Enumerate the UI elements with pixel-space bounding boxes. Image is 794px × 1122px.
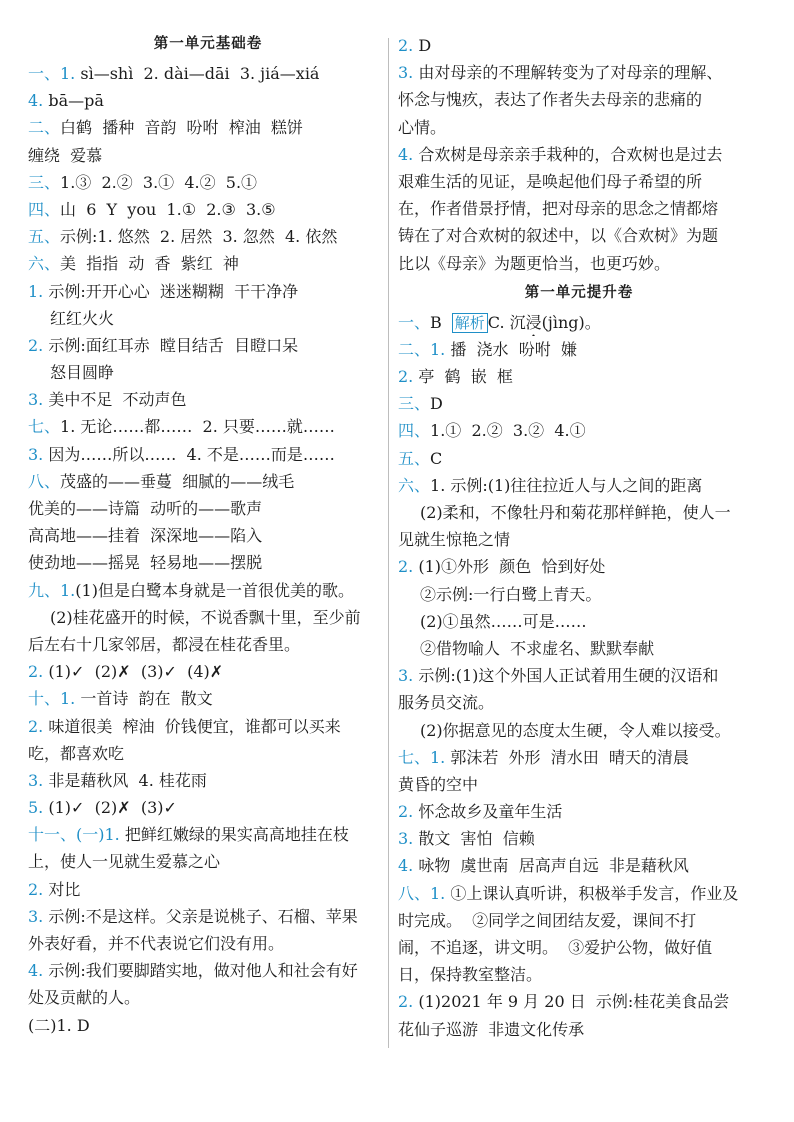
left-column: [28, 32, 388, 1039]
answer-line: [28, 957, 388, 984]
answer-number: 3.: [28, 444, 44, 464]
answer-line: [398, 880, 760, 907]
answer-line: [28, 87, 388, 114]
answer-number: 一、1.: [28, 64, 76, 83]
answer-line: [398, 222, 760, 249]
answer-line: [398, 662, 760, 689]
answer-text: (2)①虽然……可是……: [420, 611, 587, 631]
answer-number: 六、: [398, 475, 431, 495]
answer-line: [28, 169, 388, 196]
answer-text: 播 浇水 吩咐 嫌: [445, 339, 577, 359]
answer-text: 怀念故乡及童年生活: [413, 802, 563, 822]
answer-line: [398, 32, 760, 59]
answer-text: 因为……所以…… 4. 不是……而是……: [43, 444, 335, 464]
answer-number: 十一、(一)1.: [28, 825, 120, 845]
answer-text: 怒目圆睁: [50, 363, 115, 383]
answer-text: D: [413, 36, 432, 55]
answer-text: (二)1. D: [28, 1015, 90, 1035]
answer-line: [398, 988, 760, 1015]
answer-line: [398, 961, 760, 988]
answer-number: 3.: [398, 666, 414, 686]
answer-text: 示例:开开心心 迷迷糊糊 干干净净: [43, 281, 299, 301]
answer-text: (1)✓ (2)✗ (3)✓ (4)✗: [43, 662, 224, 682]
answer-text: 咏物 虞世南 居高声自远 非是藉秋风: [413, 856, 689, 876]
answer-text: C: [430, 448, 443, 468]
answer-line: [398, 907, 760, 934]
answer-line: [398, 526, 760, 553]
answer-line: [28, 114, 388, 141]
answer-text: 服务员交流。: [398, 693, 495, 713]
answer-text: 一首诗 韵在 散文: [75, 689, 213, 709]
answer-line: [28, 848, 388, 875]
answer-text: 日，保持教室整洁。: [398, 965, 543, 985]
answer-line: [398, 825, 760, 852]
answer-text: 心情。: [398, 117, 447, 137]
answer-line: [28, 441, 388, 468]
answer-text: 使劲地——摇晃 轻易地——摆脱: [28, 553, 263, 573]
answer-number: 九、1.: [28, 580, 76, 600]
answer-line: [28, 468, 388, 495]
answer-text: 1.③ 2.② 3.① 4.② 5.①: [60, 172, 258, 192]
answer-number: 2.: [28, 879, 44, 899]
answer-line: [28, 359, 388, 386]
answer-number: 2.: [28, 335, 44, 355]
answer-text: 见就生惊艳之情: [398, 530, 511, 550]
answer-text: D: [430, 394, 443, 414]
answer-text: 示例:(1)这个外国人正试着用生硬的汉语和: [413, 666, 719, 686]
answer-line: [28, 196, 388, 223]
answer-text: 缠绕 爱慕: [28, 145, 103, 165]
answer-number: 四、: [398, 421, 431, 441]
answer-line: [398, 771, 760, 798]
answer-number: 四、: [28, 199, 61, 219]
answer-line: [28, 740, 388, 767]
answer-text: B: [430, 312, 442, 332]
answer-text: 美中不足 不动声色: [43, 390, 187, 410]
answer-number: 3.: [28, 906, 44, 926]
answer-line: [398, 635, 760, 662]
answer-line: [28, 876, 388, 903]
answer-number: 七、: [28, 417, 61, 437]
answer-line: [28, 821, 388, 848]
answer-text: 示例:面红耳赤 瞠目结舌 目瞪口呆: [43, 335, 299, 355]
answer-line: [28, 522, 388, 549]
answer-line: [398, 250, 760, 277]
answer-line: [28, 984, 388, 1011]
answer-number: 八、1.: [398, 883, 446, 903]
answer-number: 3.: [398, 63, 414, 83]
answer-line: [398, 363, 760, 390]
answer-text: 示例:不是这样。父亲是说桃子、石榴、苹果: [43, 906, 358, 926]
answer-text: 山 6 Y you 1.① 2.③ 3.⑤: [60, 199, 276, 219]
answer-text: (2)你据意见的态度太生硬，令人难以接受。: [420, 720, 731, 740]
answer-text: 白鹤 播种 音韵 吩咐 榨油 糕饼: [60, 118, 303, 138]
answer-number: 二、1.: [398, 339, 446, 359]
answer-line: [398, 86, 760, 113]
answer-text: (2)柔和，不像牡丹和菊花那样鲜艳，使人一: [420, 503, 731, 522]
answer-number: 1.: [28, 281, 44, 301]
answer-text: 后左右十几家邻居，都浸在桂花香里。: [28, 634, 301, 654]
answer-line: [28, 142, 388, 169]
answer-number: 2.: [398, 367, 414, 387]
right-answer-lines-top: [398, 32, 760, 277]
answer-number: 十、1.: [28, 689, 76, 709]
answer-number: 八、: [28, 471, 61, 491]
answer-text: 1. 示例:(1)往往拉近人与人之间的距离: [430, 475, 703, 495]
answer-number: 五、: [28, 227, 61, 247]
answer-text: (1)✓ (2)✗ (3)✓: [43, 798, 177, 818]
answer-line: [398, 141, 760, 168]
answer-text: 把鲜红嫩绿的果实高高地挂在枝: [119, 825, 349, 845]
answer-number: 3.: [398, 829, 414, 849]
answer-text: 亭 鹤 嵌 框: [413, 367, 513, 387]
answer-line: [28, 930, 388, 957]
answer-line: [398, 934, 760, 961]
answer-text: ①上课认真听讲，积极举手发言，作业及: [445, 883, 739, 903]
answer-number: 三、: [398, 394, 431, 414]
answer-text: bā—pā: [43, 91, 104, 111]
answer-text: (1)①外形 颜色 恰到好处: [413, 557, 606, 577]
answer-line: [28, 495, 388, 522]
answer-line: [398, 852, 760, 879]
answer-text: 时完成。 ②同学之间团结友爱，课间不打: [398, 910, 697, 930]
analysis-text-end: (jìng)。: [541, 312, 601, 332]
answer-line: [28, 577, 388, 604]
answer-line: [398, 472, 760, 499]
right-answer-lines-bottom: [398, 336, 760, 1043]
answer-line: [398, 336, 760, 363]
answer-line: [28, 604, 388, 631]
answer-text: ②借物喻人 不求虚名、默默奉献: [420, 638, 655, 658]
answer-number: 5.: [28, 798, 44, 818]
answer-number: 2.: [398, 802, 414, 822]
answer-line: [398, 798, 760, 825]
right-column: [398, 32, 760, 1043]
section-title-advanced: 第一单元提升卷: [524, 283, 634, 301]
answer-text: 美 指指 动 香 紫红 神: [60, 254, 239, 274]
answer-line: [28, 305, 388, 332]
emphasis-char: 浸: [525, 312, 542, 332]
left-answer-lines: [28, 60, 388, 1039]
answer-line: [398, 390, 760, 417]
answer-number: 4.: [28, 961, 44, 981]
answer-text: 比以《母亲》为题更恰当，也更巧妙。: [398, 253, 671, 273]
answer-line: [398, 689, 760, 716]
answer-text: 花仙子巡游 非遗文化传承: [398, 1019, 585, 1039]
answer-line: [398, 499, 760, 526]
answer-line: [398, 417, 760, 444]
answer-text: 由对母亲的不理解转变为了对母亲的理解、: [413, 63, 723, 83]
answer-number: 3.: [28, 390, 44, 410]
answer-line: [28, 549, 388, 576]
answer-line: [28, 713, 388, 740]
answer-text: 处及贡献的人。: [28, 988, 141, 1008]
answer-text: 外表好看，并不代表说它们没有用。: [28, 934, 285, 953]
answer-text: 味道很美 榨油 价钱便宜，谁都可以买来: [43, 716, 341, 736]
answer-number: 4.: [398, 856, 414, 876]
answer-line: [398, 553, 760, 580]
answer-text: 铸在了对合欢树的叙述中，以《合欢树》为题: [398, 226, 719, 246]
answer-number: 五、: [398, 448, 431, 468]
answer-line: [398, 717, 760, 744]
answer-text: 高高地——挂着 深深地——陷入: [28, 526, 263, 546]
answer-text: 怀念与愧疚，表达了作者失去母亲的悲痛的: [398, 90, 703, 110]
answer-number: 2.: [398, 557, 414, 577]
answer-text: 黄昏的空中: [398, 774, 479, 794]
answer-line: [398, 744, 760, 771]
answer-line: [28, 767, 388, 794]
column-divider: [388, 38, 389, 1048]
section-title-basic: 第一单元基础卷: [153, 35, 263, 52]
answer-line: [398, 445, 760, 472]
answer-number: 二、: [28, 118, 61, 138]
answer-text: 示例:我们要脚踏实地，做对他人和社会有好: [43, 961, 358, 981]
answer-text: 红红火火: [50, 308, 115, 328]
answer-line: [398, 1016, 760, 1043]
answer-text: 对比: [43, 879, 81, 899]
answer-text: 郭沫若 外形 清水田 晴天的清晨: [445, 747, 689, 767]
answer-number: 七、1.: [398, 747, 446, 767]
answer-line: [398, 581, 760, 608]
answer-line: [398, 59, 760, 86]
answer-text: 1.① 2.② 3.② 4.①: [430, 421, 586, 441]
answer-text: (2)桂花盛开的时候，不说香飘十里，至少前: [50, 607, 361, 627]
answer-text: 合欢树是母亲亲手栽种的，合欢树也是过去: [413, 144, 723, 164]
answer-line: [28, 332, 388, 359]
answer-line-analysis: [398, 309, 760, 336]
answer-number: 三、: [28, 172, 61, 192]
answer-text: 散文 害怕 信赖: [413, 829, 535, 849]
answer-number: 3.: [28, 770, 44, 790]
answer-text: 优美的——诗篇 动听的——歌声: [28, 499, 263, 518]
answer-text: (1)但是白鹭本身就是一首很优美的歌。: [75, 580, 354, 600]
answer-text: 艰难生活的见证，是唤起他们母子希望的所: [398, 171, 703, 191]
answer-line: [28, 631, 388, 658]
answer-text: 非是藉秋风 4. 桂花雨: [43, 770, 207, 790]
answer-number: 2.: [398, 992, 414, 1012]
answer-text: 在，作者借景抒情，把对母亲的思念之情都熔: [398, 199, 719, 219]
answer-line: [28, 60, 388, 87]
answer-line: [28, 794, 388, 821]
answer-text: 示例:1. 悠然 2. 居然 3. 忽然 4. 依然: [60, 227, 338, 247]
answer-number: 2.: [28, 716, 44, 736]
answer-line: [28, 386, 388, 413]
analysis-tag: 解析: [452, 313, 488, 333]
answer-line: [398, 168, 760, 195]
answer-text: 吃，都喜欢吃: [28, 743, 125, 763]
answer-line: [28, 413, 388, 440]
answer-number: 一、: [398, 312, 431, 332]
answer-number: 六、: [28, 254, 61, 274]
answer-line: [28, 278, 388, 305]
answer-line: [398, 114, 760, 141]
answer-text: ②示例:一行白鹭上青天。: [420, 584, 602, 604]
answer-line: [28, 223, 388, 250]
analysis-text: C. 沉: [487, 312, 526, 332]
answer-text: 茂盛的——垂蔓 细腻的——绒毛: [60, 471, 295, 491]
answer-text: (1)2021 年 9 月 20 日 示例:桂花美食品尝: [413, 992, 730, 1012]
answer-line: [28, 1012, 388, 1039]
answer-line: [28, 658, 388, 685]
answer-line: [28, 685, 388, 712]
answer-number: 2.: [28, 662, 44, 682]
answer-line: [398, 608, 760, 635]
answer-text: 闹，不追逐，讲文明。 ③爱护公物，做好值: [398, 938, 713, 957]
answer-number: 2.: [398, 36, 414, 55]
answer-line: [28, 250, 388, 277]
answer-line: [28, 903, 388, 930]
answer-number: 4.: [398, 144, 414, 164]
answer-text: sì—shì 2. dài—dāi 3. jiá—xiá: [75, 64, 320, 83]
answer-number: 4.: [28, 91, 44, 111]
answer-line: [398, 195, 760, 222]
answer-text: 上，使人一见就生爱慕之心: [28, 852, 221, 872]
answer-text: 1. 无论……都…… 2. 只要……就……: [60, 417, 335, 437]
